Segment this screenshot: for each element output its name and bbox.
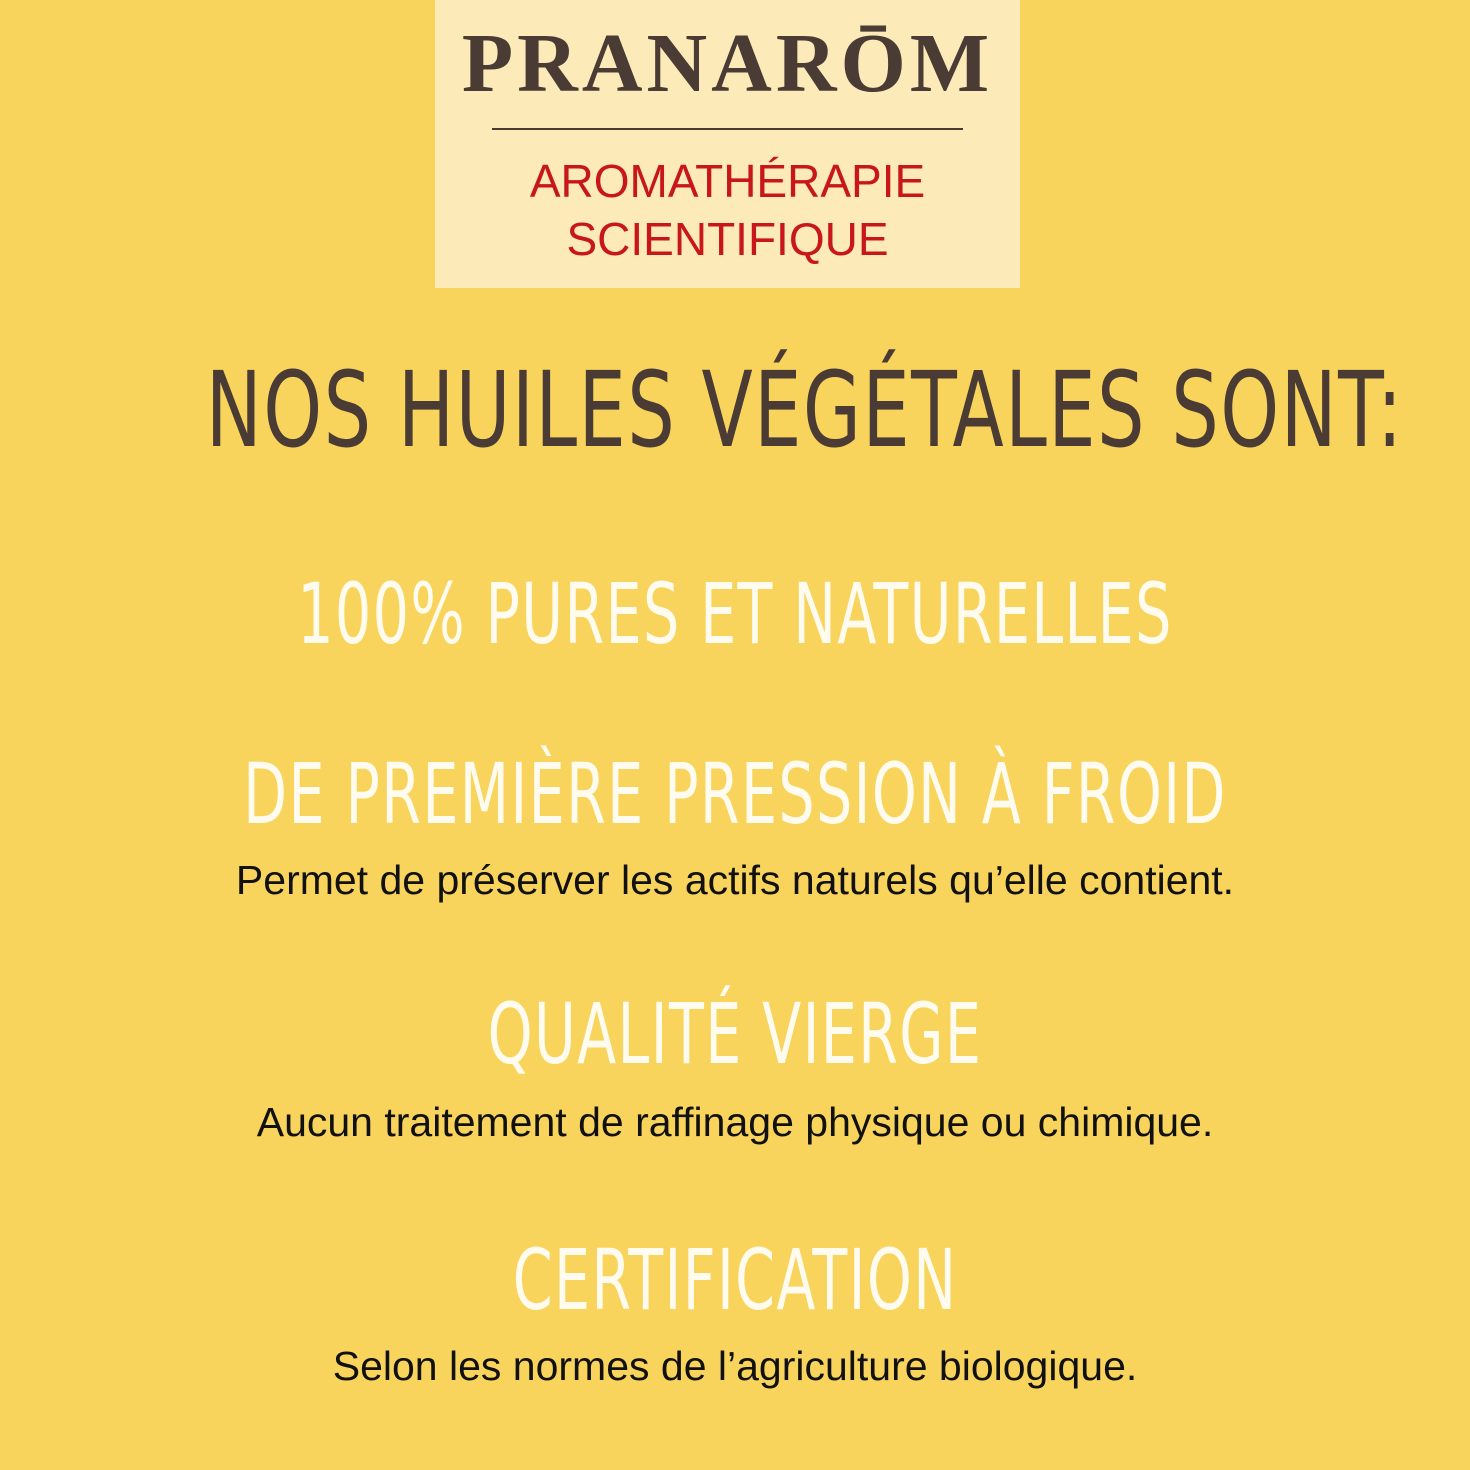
brand-tagline-line2: SCIENTIFIQUE bbox=[566, 213, 889, 265]
brand-logo bbox=[435, 0, 1020, 288]
brand-tagline-line1: AROMATHÉRAPIE bbox=[529, 155, 926, 207]
page-title: NOS HUILES VÉGÉTALES SONT: bbox=[205, 349, 1404, 471]
feature-description-cold-press: Permet de préserver les actifs naturels qu’elle contient. bbox=[235, 857, 1235, 903]
feature-description-certification: Selon les normes de l’agriculture biologique. bbox=[332, 1343, 1138, 1389]
brand-name: PRANARŌM bbox=[461, 17, 994, 110]
feature-heading-certification: CERTIFICATION bbox=[512, 1231, 958, 1329]
brand-divider bbox=[492, 128, 963, 130]
feature-description-virgin: Aucun traitement de raffinage physique ou chimique. bbox=[256, 1099, 1214, 1145]
feature-heading-pure: 100% PURES ET NATURELLES bbox=[297, 565, 1173, 663]
feature-heading-virgin: QUALITÉ VIERGE bbox=[487, 985, 983, 1083]
feature-heading-cold-press: DE PREMIÈRE PRESSION À FROID bbox=[243, 745, 1227, 843]
